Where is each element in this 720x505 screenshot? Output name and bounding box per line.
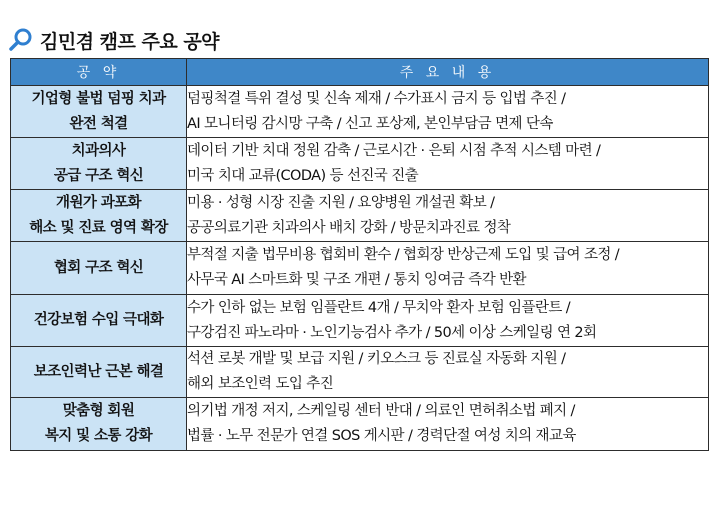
pledge-line: 복지 및 소통 강화 (44, 428, 153, 444)
content-line: AI 모니터링 감시망 구축 / 신고 포상제, 본인부담금 면제 단속 (187, 115, 553, 132)
content-cell (187, 347, 709, 398)
pledge-line: 치과의사 (71, 142, 126, 159)
content-line: 부적절 지출 법무비용 협회비 환수 / 협회장 반상근제 도입 및 급여 조정 / (187, 247, 620, 263)
pledge-line: 보조인력난 근본 해결 (33, 363, 164, 380)
content-line: 의기법 개정 저지, 스케일링 센터 반대 / 의료인 면허취소법 폐지 / (187, 403, 575, 419)
content-cell (187, 242, 709, 295)
content-line: 해외 보조인력 도입 추진 (187, 376, 334, 392)
content-line: 구강검진 파노라마 · 노인기능검사 추가 / 50세 이상 스케일링 연 2회 (187, 324, 597, 341)
content-line: 석션 로봇 개발 및 보급 지원 / 키오스크 등 진료실 자동화 지원 / (187, 351, 566, 367)
page-title: 김민겸 캠프 주요 공약 (40, 30, 220, 53)
pledge-cell (11, 295, 187, 347)
pledge-line: 해소 및 진료 영역 확장 (29, 219, 168, 236)
pledge-line: 개원가 과포화 (56, 194, 141, 211)
pledge-cell (11, 398, 187, 451)
table-row (11, 347, 709, 398)
content-line: 데이터 기반 치대 정원 감축 / 근로시간 · 은퇴 시점 추적 시스템 마련 / (187, 142, 601, 159)
pledge-line: 공급 구조 혁신 (53, 167, 144, 184)
table-row (11, 398, 709, 451)
content-cell (187, 86, 709, 138)
table-row (11, 190, 709, 242)
table-row (11, 295, 709, 347)
table-row (11, 86, 709, 138)
pledge-cell (11, 242, 187, 295)
search-icon (8, 27, 34, 53)
content-cell (187, 398, 709, 451)
pledge-cell (11, 347, 187, 398)
pledge-line: 기업형 불법 덤핑 치과 (31, 90, 166, 107)
pledge-cell (11, 190, 187, 242)
content-cell (187, 190, 709, 242)
content-line: 사무국 AI 스마트화 및 구조 개편 / 통치 잉여금 즉각 반환 (187, 272, 526, 288)
pledge-cell (11, 138, 187, 190)
content-line: 덤핑척결 특위 결성 및 신속 제재 / 수가표시 금지 등 입법 추진 / (187, 90, 566, 107)
table-row (11, 138, 709, 190)
pledge-table (10, 58, 709, 451)
content-cell (187, 138, 709, 190)
page-title-row (8, 26, 219, 54)
pledge-line: 맞춤형 회원 (62, 403, 135, 419)
column-header-content: 주 요 내 용 (187, 59, 709, 86)
content-line: 미용 · 성형 시장 진출 지원 / 요양병원 개설권 확보 / (187, 194, 495, 211)
column-header-pledge: 공 약 (11, 59, 187, 86)
pledge-line: 협회 구조 혁신 (53, 259, 144, 276)
table-row (11, 242, 709, 295)
pledge-cell (11, 86, 187, 138)
content-line: 미국 치대 교류(CODA) 등 선진국 진출 (187, 167, 419, 184)
content-cell (187, 295, 709, 347)
content-line: 수가 인하 없는 보험 임플란트 4개 / 무치악 환자 보험 임플란트 / (187, 299, 571, 316)
content-line: 법률 · 노무 전문가 연결 SOS 게시판 / 경력단절 여성 치의 재교육 (187, 428, 576, 444)
pledge-line: 건강보험 수입 극대화 (33, 312, 164, 328)
pledge-line: 완전 척결 (69, 115, 128, 132)
table-header-row (11, 59, 709, 86)
content-line: 공공의료기관 치과의사 배치 강화 / 방문치과진료 정착 (187, 219, 511, 236)
